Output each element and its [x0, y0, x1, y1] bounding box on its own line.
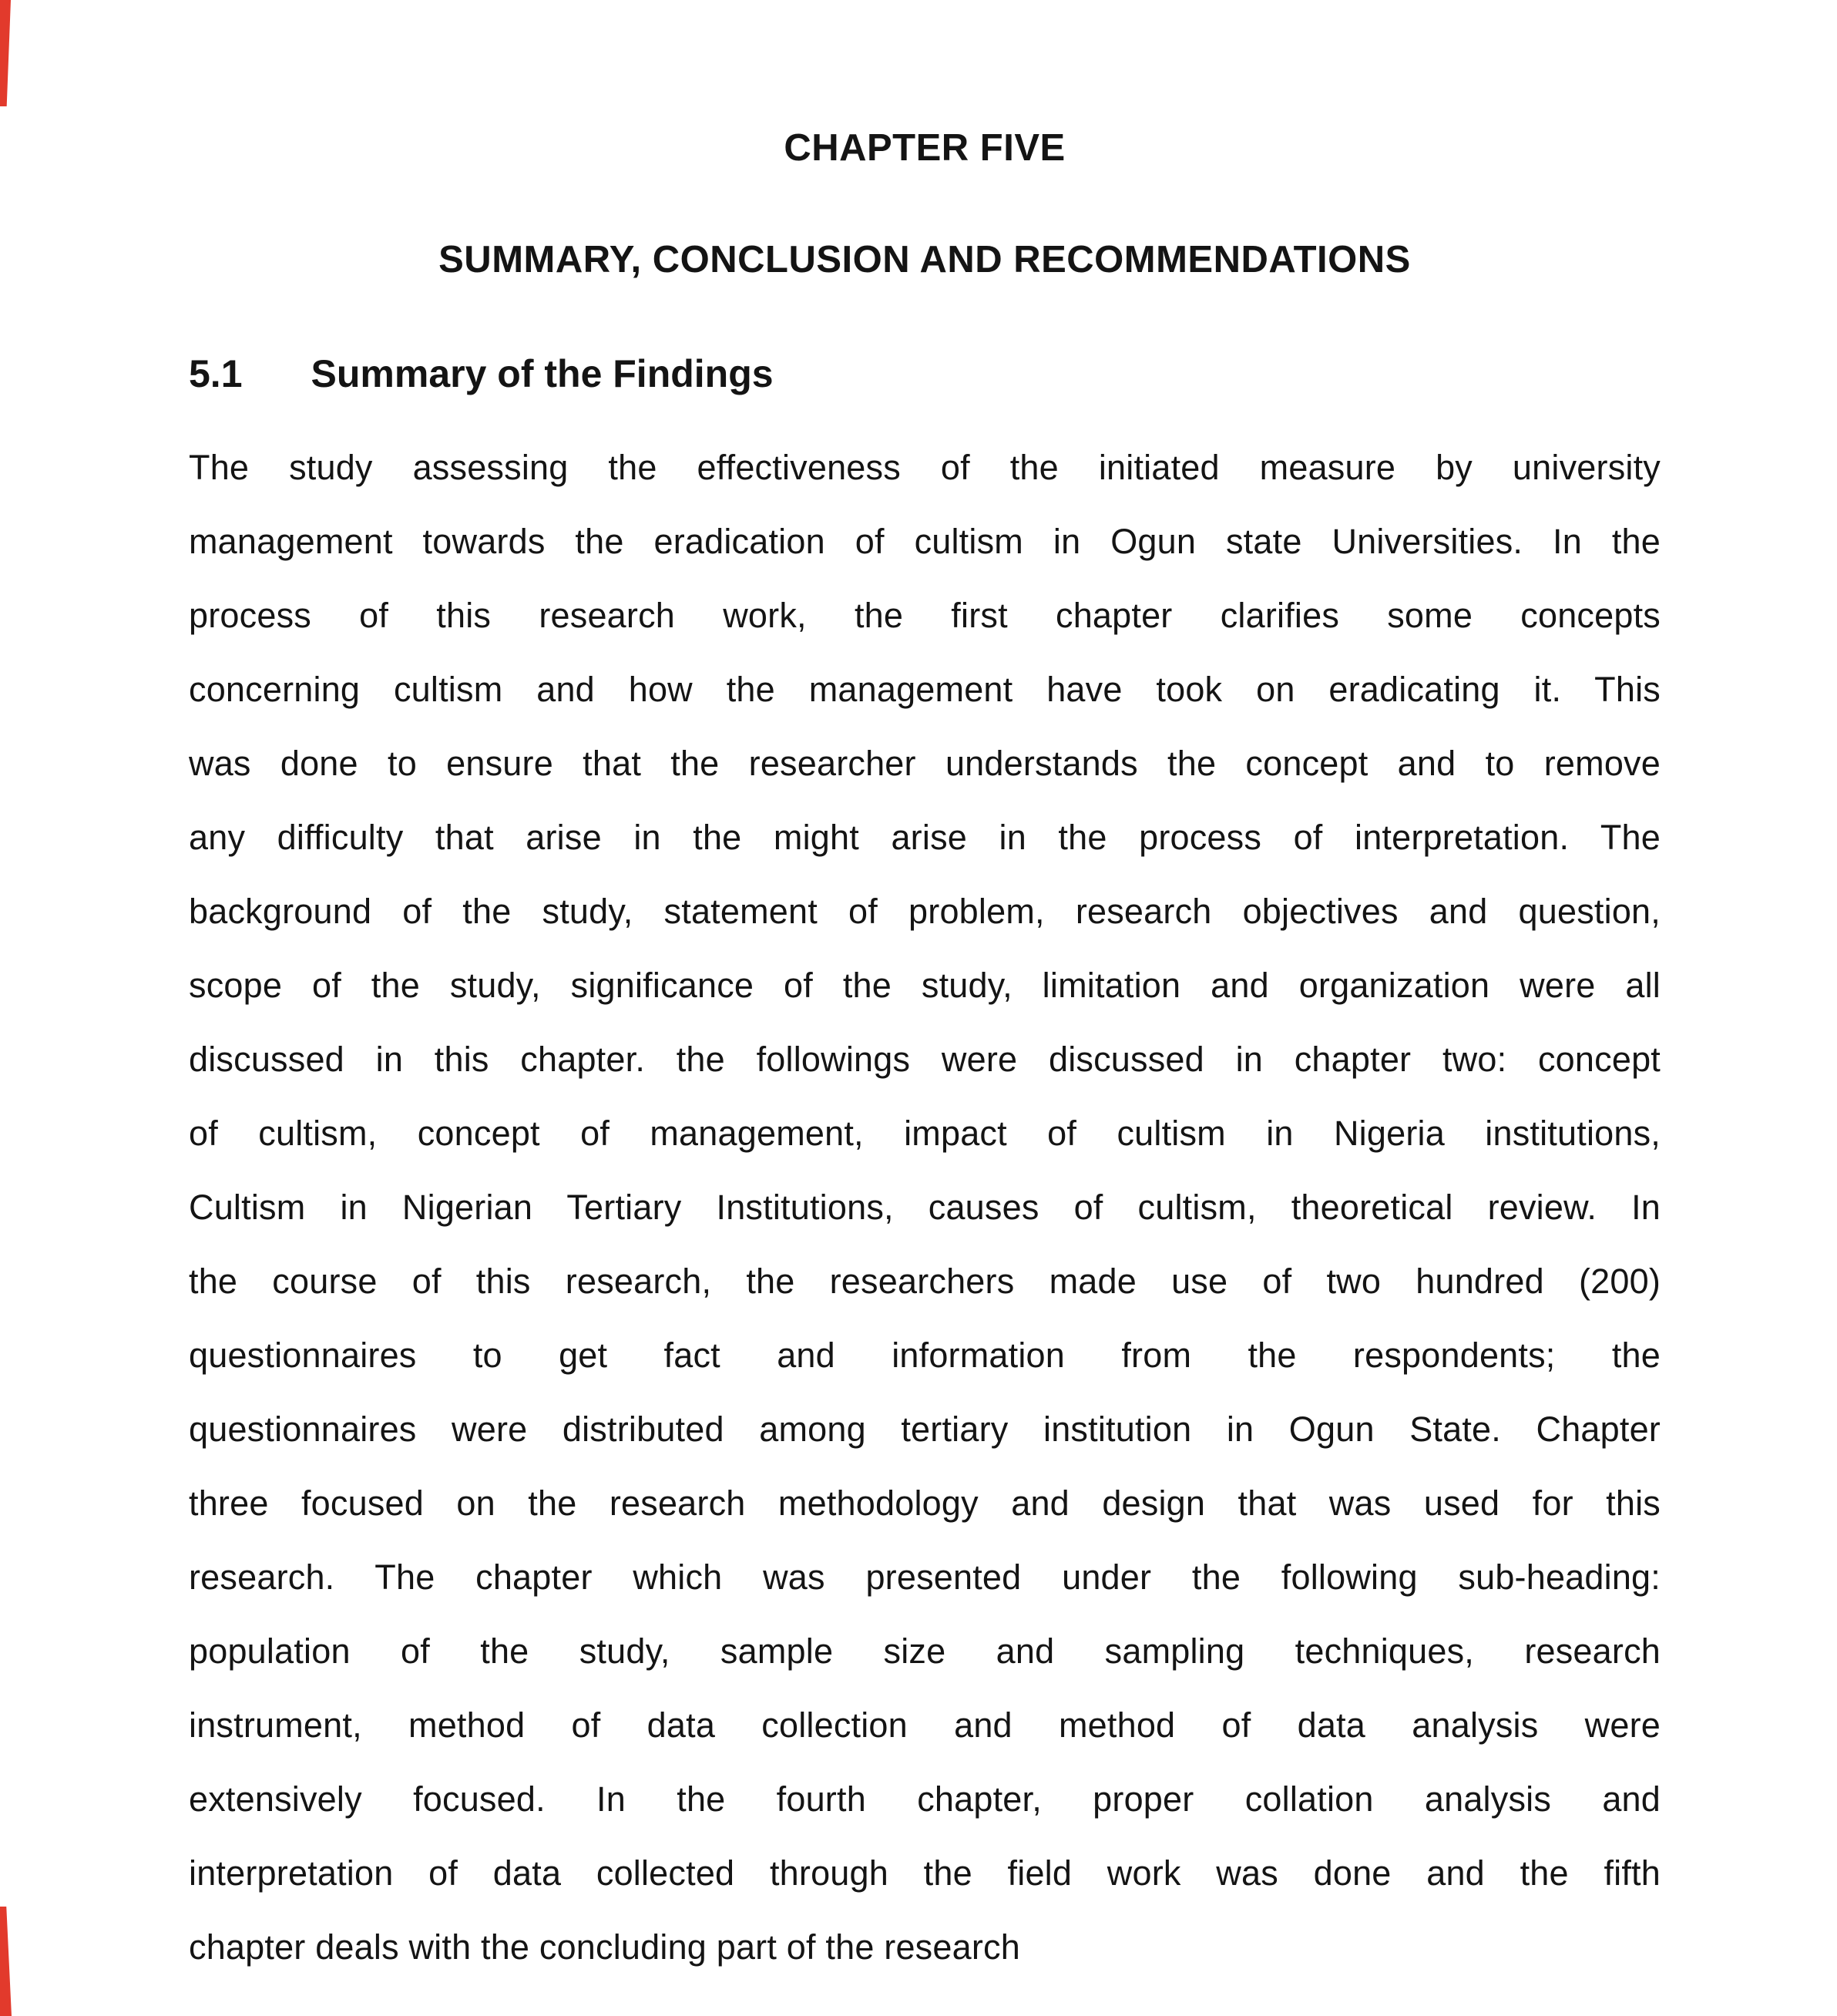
paragraph-line: instrument, method of data collection and method of data analysis were: [189, 1705, 1661, 1745]
page-content: [189, 0, 1661, 1984]
paragraph-line: Cultism in Nigerian Tertiary Institutions, causes of cultism, theoretical review. In: [189, 1188, 1661, 1227]
paragraph-line: extensively focused. In the fourth chapter, proper collation analysis and: [189, 1779, 1661, 1819]
section-number: 5.1: [189, 352, 243, 395]
paragraph-line: discussed in this chapter. the followings were discussed in chapter two: concept: [189, 1040, 1661, 1079]
chapter-heading: CHAPTER FIVE: [784, 127, 1066, 169]
paragraph-line: scope of the study, significance of the study, limitation and organization were all: [189, 966, 1661, 1005]
paragraph-line: chapter deals with the concluding part of the research: [189, 1927, 1020, 1967]
paragraph-line: was done to ensure that the researcher understands the concept and to remove: [189, 744, 1661, 783]
summary-paragraph: [189, 431, 1661, 1984]
paragraph-line: three focused on the research methodology and design that was used for this: [189, 1483, 1661, 1523]
paragraph-line: concerning cultism and how the management have took on eradicating it. This: [189, 670, 1661, 709]
red-edge-mark-top: [0, 0, 11, 106]
paragraph-line: interpretation of data collected through the field work was done and the fifth: [189, 1853, 1661, 1893]
section-title: Summary of the Findings: [311, 352, 774, 395]
paragraph-line: the course of this research, the researchers made use of two hundred (200): [189, 1262, 1661, 1301]
paragraph-line: of cultism, concept of management, impact of cultism in Nigeria institutions,: [189, 1114, 1661, 1153]
document-title: SUMMARY, CONCLUSION AND RECOMMENDATIONS: [438, 239, 1411, 281]
paragraph-line: process of this research work, the first chapter clarifies some concepts: [189, 596, 1661, 635]
paragraph-line: questionnaires to get fact and information from the respondents; the: [189, 1336, 1661, 1375]
paragraph-line: any difficulty that arise in the might arise in the process of interpretation. The: [189, 818, 1661, 857]
paragraph-line: questionnaires were distributed among tertiary institution in Ogun State. Chapter: [189, 1410, 1661, 1449]
paragraph-line: research. The chapter which was presented under the following sub-heading:: [189, 1557, 1661, 1597]
paragraph-line: management towards the eradication of cultism in Ogun state Universities. In the: [189, 522, 1661, 561]
paragraph-line: The study assessing the effectiveness of the initiated measure by university: [189, 448, 1661, 487]
paragraph-line: background of the study, statement of problem, research objectives and question,: [189, 892, 1661, 931]
red-edge-mark-bottom: [0, 1907, 12, 2016]
section-heading: [189, 352, 1661, 395]
paragraph-line: population of the study, sample size and sampling techniques, research: [189, 1631, 1661, 1671]
